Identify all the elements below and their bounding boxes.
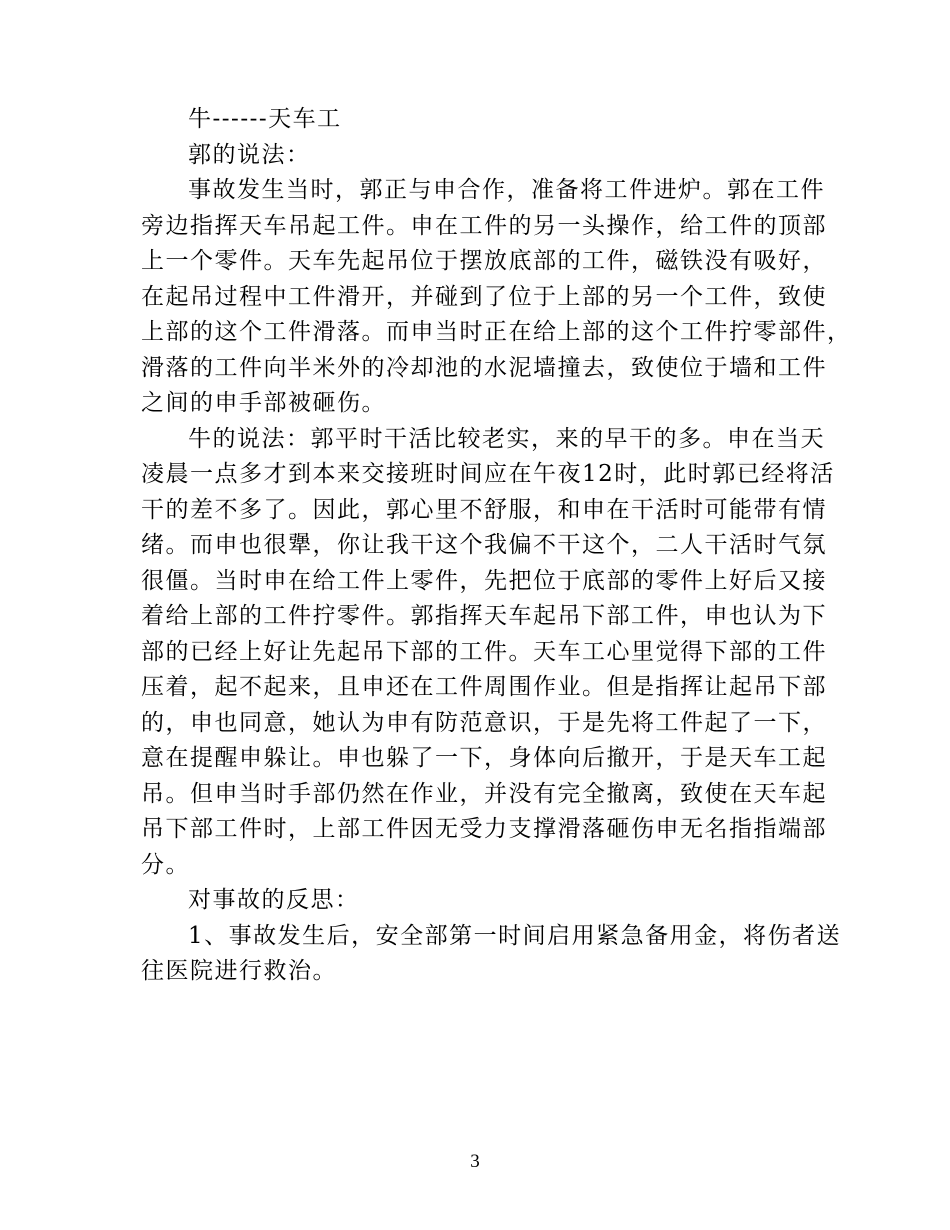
text-line: 上部的这个工件滑落。而申当时正在给上部的这个工件拧零部件， <box>141 319 852 345</box>
text-line: 牛的说法：郭平时干活比较老实，来的早干的多。申在当天 <box>188 425 825 452</box>
text-line: 旁边指挥天车吊起工件。申在工件的另一头操作，给工件的顶部 <box>141 212 827 239</box>
section-heading-reflection: 对事故的反思： <box>188 887 360 913</box>
text-line: 事故发生当时，郭正与申合作，准备将工件进炉。郭在工件 <box>188 177 825 203</box>
text-line: 在起吊过程中工件滑开，并碰到了位于上部的另一个工件，致使 <box>141 283 827 310</box>
text-line: 滑落的工件向半米外的冷却池的水泥墙撞去，致使位于墙和工件 <box>141 354 827 381</box>
text-line: 之间的申手部被砸伤。 <box>141 390 386 416</box>
section-heading-guo: 郭的说法： <box>188 141 311 168</box>
text-line: 上一个零件。天车先起吊位于摆放底部的工件，磁铁没有吸好， <box>141 248 827 274</box>
text-line: 吊下部工件时，上部工件因无受力支撑滑落砸伤申无名指指端部 <box>141 816 827 842</box>
body-text <box>141 102 852 990</box>
text-line: 意在提醒申躲让。申也躲了一下，身体向后撤开，于是天车工起 <box>141 745 827 771</box>
text-line: 1、事故发生后，安全部第一时间启用紧急备用金，将伤者送 <box>188 922 842 949</box>
text-line: 牛------天车工 <box>188 106 342 132</box>
page-number: 3 <box>470 1151 480 1172</box>
text-line: 往医院进行救治。 <box>141 958 337 984</box>
text-line: 很僵。当时申在给工件上零件，先把位于底部的零件上好后又接 <box>141 567 827 594</box>
text-line: 部的已经上好让先起吊下部的工件。天车工心里觉得下部的工件 <box>141 638 827 665</box>
text-line: 凌晨一点多才到本来交接班时间应在午夜12时，此时郭已经将活 <box>141 461 835 487</box>
text-line: 的，申也同意，她认为申有防范意识，于是先将工件起了一下， <box>141 709 827 736</box>
text-line: 绪。而申也很犟，你让我干这个我偏不干这个，二人干活时气氛 <box>141 532 827 558</box>
text-line: 着给上部的工件拧零件。郭指挥天车起吊下部工件，申也认为下 <box>141 603 827 629</box>
text-line: 压着，起不起来，且申还在工件周围作业。但是指挥让起吊下部 <box>141 674 827 700</box>
text-line: 干的差不多了。因此，郭心里不舒服，和申在干活时可能带有情 <box>141 496 827 523</box>
text-line: 分。 <box>141 851 190 878</box>
text-line: 吊。但申当时手部仍然在作业，并没有完全撤离，致使在天车起 <box>141 780 827 807</box>
